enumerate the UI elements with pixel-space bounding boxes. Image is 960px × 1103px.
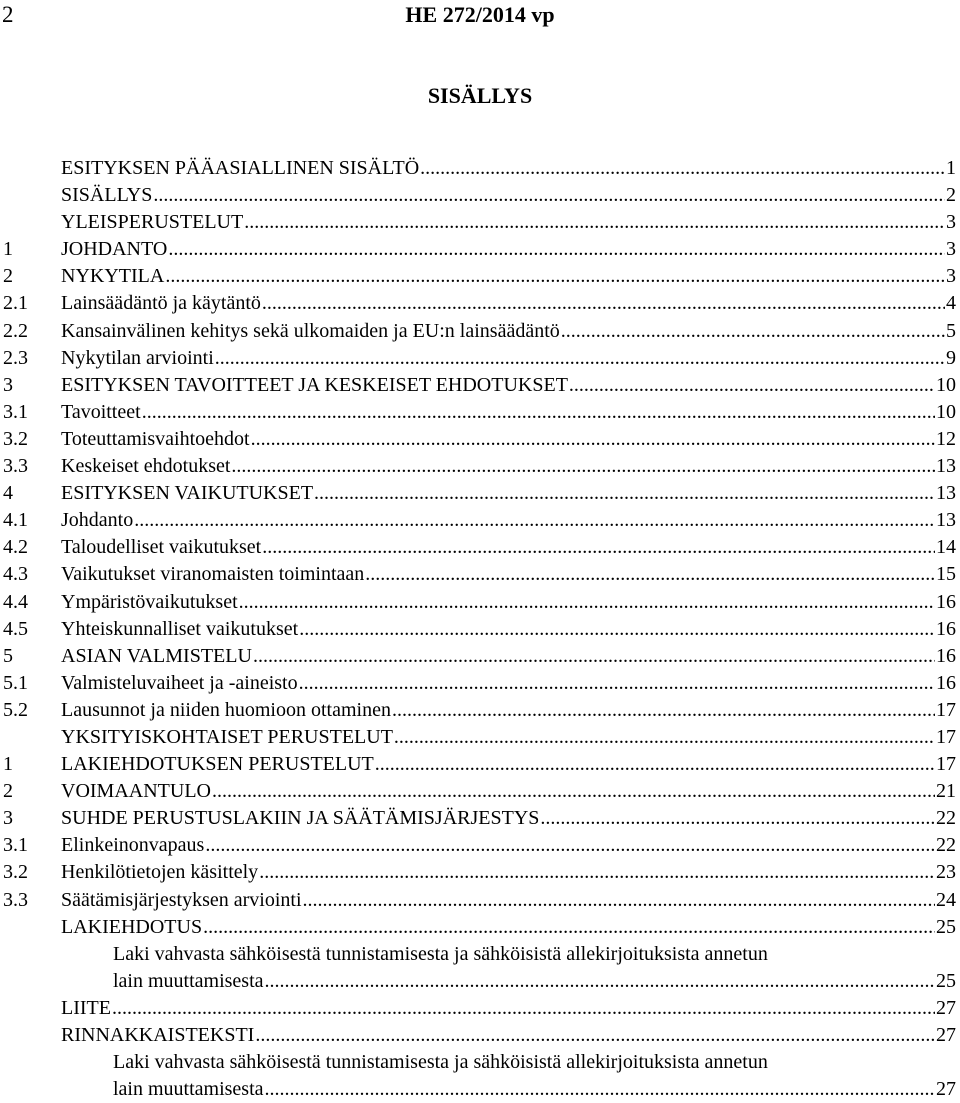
toc-entry-number: 4.4 [3,590,28,613]
toc-dot-leader [112,995,935,1022]
toc-entry[interactable] [3,480,956,507]
toc-entry-label: Laki vahvasta sähköisestä tunnistamisesta ja sähköisistä allekirjoituksista annetun [113,942,768,965]
toc-entry-page: 14 [936,536,956,559]
toc-dot-leader [394,724,935,751]
toc-entry-page: 16 [936,644,956,667]
page-number: 2 [2,2,14,27]
toc-entry[interactable] [3,155,956,182]
toc-entry-page: 22 [936,807,956,830]
toc-entry-page: 22 [936,834,956,857]
toc-entry-number: 3.3 [3,888,28,911]
toc-entry-number: 5.1 [3,671,28,694]
toc-entry[interactable] [3,209,956,236]
toc-entry-number: 4 [3,482,13,505]
toc-dot-leader [299,616,935,643]
toc-entry-page: 13 [936,455,956,478]
toc-entry-number: 2.2 [3,319,28,342]
toc-entry-page: 16 [936,617,956,640]
toc-dot-leader [165,263,945,290]
toc-entry-label: LAKIEHDOTUKSEN PERUSTELUT [61,753,374,776]
toc-entry-page: 17 [936,753,956,776]
toc-entry[interactable] [3,914,956,941]
toc-dot-leader [265,968,935,995]
toc-entry-number: 4.1 [3,509,28,532]
toc-entry[interactable] [3,724,956,751]
toc-entry-page: 10 [936,400,956,423]
toc-entry-label: NYKYTILA [61,265,165,288]
toc-entry-label: LAKIEHDOTUS [61,915,203,938]
toc-entry-page: 17 [936,698,956,721]
toc-entry-number: 4.2 [3,536,28,559]
toc-dot-leader [262,534,935,561]
toc-entry-label: Keskeiset ehdotukset [61,455,231,478]
toc-entry[interactable] [3,1049,956,1076]
toc-entry-page: 16 [936,590,956,613]
toc-entry[interactable] [3,1076,956,1103]
toc-entry-number: 3 [3,373,13,396]
toc-entry-number: 3.2 [3,427,28,450]
toc-dot-leader [259,859,935,886]
toc-dot-leader [561,318,945,345]
toc-entry-label: Henkilötietojen käsittely [61,861,259,884]
toc-entry-label: Laki vahvasta sähköisestä tunnistamisesta ja sähköisistä allekirjoituksista annetun [113,1051,768,1074]
toc-dot-leader [375,751,935,778]
toc-entry-label: ESITYKSEN TAVOITTEET JA KESKEISET EHDOTUKSET [61,373,568,396]
toc-entry-number: 2 [3,780,13,803]
toc-dot-leader [153,182,945,209]
table-of-contents [3,155,956,1103]
toc-entry[interactable] [3,778,956,805]
toc-entry-label: Ympäristövaikutukset [61,590,238,613]
toc-entry-label: Nykytilan arviointi [61,346,214,369]
toc-entry-page: 27 [936,996,956,1019]
toc-dot-leader [262,290,945,317]
toc-entry-label: Johdanto [61,509,134,532]
toc-entry-page: 5 [946,319,956,342]
toc-entry[interactable] [3,832,956,859]
toc-entry-label: Tavoitteet [61,400,141,423]
toc-entry-label: Vaikutukset viranomaisten toimintaan [61,563,365,586]
document-id: HE 272/2014 vp [405,2,555,27]
toc-entry-label: Yhteiskunnalliset vaikutukset [61,617,299,640]
toc-entry-page: 25 [936,969,956,992]
toc-entry[interactable] [3,534,956,561]
toc-entry-label: lain muuttamisesta [113,1078,264,1101]
toc-entry-page: 3 [946,265,956,288]
toc-entry-page: 12 [936,427,956,450]
toc-dot-leader [231,453,935,480]
toc-entry-number: 3 [3,807,13,830]
toc-dot-leader [392,697,935,724]
toc-entry-label: lain muuttamisesta [113,969,264,992]
toc-entry[interactable] [3,697,956,724]
toc-entry-number: 2 [3,265,13,288]
toc-entry-number: 2.3 [3,346,28,369]
toc-dot-leader [303,887,936,914]
toc-entry[interactable] [3,589,956,616]
toc-entry-label: Lainsäädäntö ja käytäntö [61,292,261,315]
toc-entry-label: SISÄLLYS [61,184,153,207]
toc-entry[interactable] [3,507,956,534]
toc-entry-page: 3 [946,238,956,261]
toc-dot-leader [365,561,935,588]
toc-entry-page: 9 [946,346,956,369]
toc-dot-leader [265,1076,935,1103]
toc-entry-number: 1 [3,238,13,261]
toc-entry[interactable] [3,751,956,778]
toc-dot-leader [142,399,935,426]
toc-entry-page: 23 [936,861,956,884]
toc-entry-number: 3.2 [3,861,28,884]
toc-entry-page: 24 [936,888,956,911]
toc-entry[interactable] [3,968,956,995]
toc-entry-page: 13 [936,482,956,505]
toc-dot-leader [251,426,935,453]
toc-entry[interactable] [3,399,956,426]
toc-dot-leader [255,1022,935,1049]
toc-title: SISÄLLYS [427,83,533,108]
toc-entry-page: 16 [936,671,956,694]
toc-entry-number: 3.3 [3,455,28,478]
toc-dot-leader [168,236,945,263]
toc-entry-number: 2.1 [3,292,28,315]
toc-entry-label: YLEISPERUSTELUT [61,211,244,234]
toc-dot-leader [569,372,935,399]
toc-dot-leader [205,832,935,859]
toc-entry-page: 27 [936,1078,956,1101]
toc-entry[interactable] [3,372,956,399]
toc-entry[interactable] [3,616,956,643]
toc-entry-label: Elinkeinonvapaus [61,834,205,857]
toc-entry-number: 5.2 [3,698,28,721]
toc-dot-leader [239,589,935,616]
toc-entry-label: Valmisteluvaiheet ja -aineisto [61,671,298,694]
toc-entry[interactable] [3,318,956,345]
toc-entry-number: 1 [3,753,13,776]
toc-entry-page: 10 [936,373,956,396]
toc-entry-page: 17 [936,725,956,748]
toc-entry-label: LIITE [61,996,111,1019]
toc-dot-leader [203,914,935,941]
toc-entry-page: 13 [936,509,956,532]
toc-entry-page: 2 [946,184,956,207]
toc-entry[interactable] [3,805,956,832]
toc-entry-page: 21 [936,780,956,803]
toc-entry[interactable] [3,561,956,588]
toc-entry[interactable] [3,453,956,480]
toc-entry-label: Lausunnot ja niiden huomioon ottaminen [61,698,391,721]
toc-dot-leader [420,155,945,182]
toc-entry[interactable] [3,1022,956,1049]
toc-entry-page: 27 [936,1024,956,1046]
toc-entry-label: RINNAKKAISTEKSTI [61,1024,255,1046]
toc-dot-leader [540,805,935,832]
toc-dot-leader [253,643,935,670]
toc-entry-label: VOIMAANTULO [61,780,211,803]
toc-entry-number: 4.3 [3,563,28,586]
toc-entry-label: ESITYKSEN VAIKUTUKSET [61,482,314,505]
toc-entry-label: Toteuttamisvaihtoehdot [61,427,250,450]
toc-entry[interactable] [3,670,956,697]
toc-dot-leader [314,480,935,507]
toc-entry-label: YKSITYISKOHTAISET PERUSTELUT [61,725,393,748]
toc-entry[interactable] [3,887,956,914]
toc-entry-label: ASIAN VALMISTELU [61,644,252,667]
toc-entry-page: 4 [946,292,956,315]
toc-entry-page: 3 [946,211,956,234]
toc-entry-number: 5 [3,644,13,667]
toc-entry-page: 15 [936,563,956,586]
toc-entry[interactable] [3,345,956,372]
toc-entry-page: 1 [946,157,956,179]
toc-dot-leader [299,670,935,697]
toc-entry-page: 25 [936,915,956,938]
toc-entry-label: JOHDANTO [61,238,168,261]
toc-entry-number: 3.1 [3,834,28,857]
toc-entry[interactable] [3,995,956,1022]
toc-entry[interactable] [3,182,956,209]
toc-entry[interactable] [3,290,956,317]
toc-dot-leader [212,778,935,805]
toc-entry-label: ESITYKSEN PÄÄASIALLINEN SISÄLTÖ [61,157,420,179]
toc-entry[interactable] [3,426,956,453]
toc-entry-number: 4.5 [3,617,28,640]
toc-entry[interactable] [3,941,956,968]
toc-entry[interactable] [3,643,956,670]
toc-entry[interactable] [3,859,956,886]
toc-dot-leader [215,345,945,372]
toc-dot-leader [244,209,945,236]
toc-entry[interactable] [3,236,956,263]
toc-entry-label: Säätämisjärjestyksen arviointi [61,888,302,911]
toc-dot-leader [134,507,935,534]
toc-entry-number: 3.1 [3,400,28,423]
toc-entry-label: SUHDE PERUSTUSLAKIIN JA SÄÄTÄMISJÄRJESTYS [61,807,540,830]
toc-entry-label: Kansainvälinen kehitys sekä ulkomaiden ja EU:n lainsäädäntö [61,319,560,342]
toc-entry[interactable] [3,263,956,290]
toc-entry-label: Taloudelliset vaikutukset [61,536,262,559]
